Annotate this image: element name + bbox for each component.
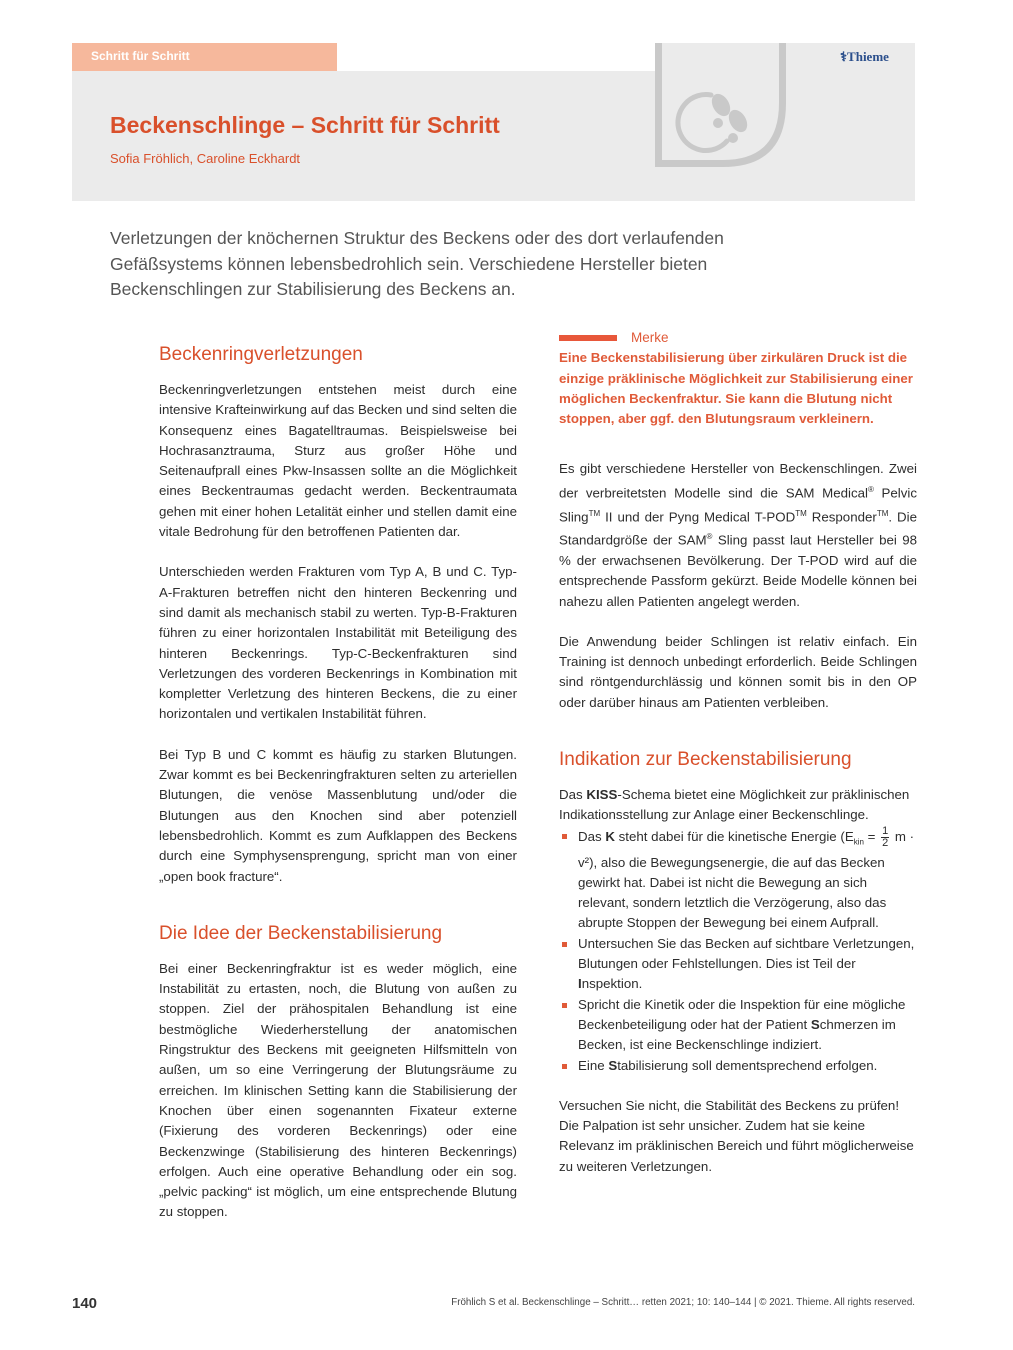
publisher-name: Thieme [847,49,889,64]
heading-idee: Die Idee der Beckenstabilisierung [159,922,443,944]
paragraph: Versuchen Sie nicht, die Stabilität des Beckens zu prüfen! Die Palpation ist sehr unsicher. Zudem hat sie keine Relevanz im präklinischen Bereich und führt möglicherweise zu weiteren Verletzungen. [559,1097,914,1174]
section-label: Schritt für Schritt [91,49,190,63]
left-column [159,342,517,1243]
right-column [559,328,917,1197]
heading-indikation: Indikation zur Beckenstabilisierung [559,749,852,771]
header-gap [337,43,655,71]
paragraph: Bei Typ B und C kommt es häufig zu starken Blutungen. Zwar kommt es bei Beckenringfrakturen selten zu arteriellen Blutungen, die venöse Massenblutung und/oder die Blutungen aus den Knochen sind aber potenziell lebensbedrohlich. Kommt es zum Aufklappen des Beckens durch eine Symphysensprengung, spricht man von einer „open book fracture“. [159,746,517,884]
thieme-crest-icon: ⚕ [840,49,848,64]
paragraph: Unterschieden werden Frakturen vom Typ A, B und C. Typ-A-Frakturen betreffen nicht den hinteren Beckenring und sind damit als mechanisch stabil zu werten. Typ-B-Frakturen führen zu einer horizontalen Instabilität mit Beteiligung des hinteren Beckenrings. Typ-C-Beckenfrakturen sind Verletzungen des vorderen Beckenrings in Kombination mit kompletter Verletzung des hinteren Beckens, die zu einer horizontalen und vertikalen Instabilität führen. [159,564,517,722]
thieme-logo [840,49,910,67]
paragraph: Bei einer Beckenringfraktur ist es weder möglich, eine Instabilität zu ertasten, noch, die Blutung von außen zu stoppen. Ziel der prähospitalen Behandlung ist eine bestmögliche Wiederherstellung der anatomischen Ringstruktur des Beckens mit geeigneten Hilfsmitteln von außen, um so eine Verringerung der Blutungsräume zu erreichen. Im klinischen Setting kann die Stabilisierung der Knochen über einen sogenannten Fixateur externe (Fixierung des vorderen Beckenrings) oder eine Beckenzwinge (Stabilisierung des hinteren Beckenrings) erfolgen. Auch eine operative Behandlung oder ein sog. „pelvic packing“ ist möglich, um eine entsprechende Blutung zu stoppen. [159,960,517,1220]
paragraph: Die Anwendung beider Schlingen ist relativ einfach. Ein Training ist dennoch unbedingt erforderlich. Beide Schlingen sind röntgendurchlässig und können somit bis in den OP oder darüber hinaus am Patienten verbleiben. [559,633,917,710]
footprints-icon [655,43,786,167]
fraction: $\frac{1}{2}$ [882,824,889,849]
article-authors: Sofia Fröhlich, Caroline Eckhardt [110,151,301,166]
abstract: Verletzungen der knöchernen Struktur des Beckens oder des dort verlaufenden Gefäßsystems können lebensbedrohlich sein. Verschiedene Hersteller bieten Beckenschlingen zur Stabilisierung des Beckens an. [110,228,724,299]
article-title: Beckenschlinge – Schritt für Schritt [110,112,500,138]
merke-bar [559,335,617,341]
paragraph: Es gibt verschiedene Hersteller von Beckenschlingen. Zwei der verbreitetsten Modelle sind die SAM Medical® Pelvic Sling™ II und der Pyng Medical T-POD™ Responder™. Die Standardgröße der SAM® Sling passt laut Hersteller bei 98 % der erwachsenen Bevölkerung. Der T-POD wird auf die entsprechende Passform gekürzt. Beide Modelle können bei nahezu allen Patienten angelegt werden. [559,461,918,609]
paragraph: Das KISS-Schema bietet eine Möglichkeit zur präklinischen Indikationsstellung zur Anlage einer Beckenschlinge. [559,787,910,823]
paragraph: Beckenringverletzungen entstehen meist durch eine intensive Krafteinwirkung auf das Becken und sind selten die Konsequenz eines Bagatelltraumas. Beispielsweise bei Hochrasanztrauma, Sturz aus großer Höhe und Seitenaufprall eines Pkw-Insassen sollte an die Möglichkeit eines Beckentraumas gedacht werden. Beckentraumata gehen mit einer hohen Letalität einher und stellen damit eine vitale Bedrohung für den betroffenen Patienten dar. [159,382,517,540]
page-number: 140 [72,1295,98,1312]
citation: Fröhlich S et al. Beckenschlinge – Schritt… retten 2021; 10: 140–144 | © 2021. Thieme. All rights reserved. [451,1297,915,1308]
section-tab [72,43,337,71]
list-item: Das K steht dabei für die kinetische Energie ($E_{kin}$ = $\frac{1}{2}$ m · v²), also die Bewegungsenergie, die auf das Becken gewirkt hat. Dabei ist nicht die Bewegung an sich relevant, sondern letztlich die Verzögerung, also das abrupte Stoppen der Bewegung bei einem Aufprall. [559,826,917,934]
merke-text: Eine Beckenstabilisierung über zirkulären Druck ist die einzige präklinische Möglichkeit zur Stabilisierung einer möglichen Beckenfraktur. Sie kann die Blutung nicht stoppen, aber ggf. den Blutungsraum verkleinern. [559,350,913,427]
list-item: Eine Stabilisierung soll dementsprechend erfolgen. [559,1056,917,1076]
kiss-list [559,826,917,1076]
list-item: Spricht die Kinetik oder die Inspektion für eine mögliche Beckenbeteiligung oder hat der Patient Schmerzen im Becken, ist eine Beckenschlinge indiziert. [559,995,917,1056]
list-item: Untersuchen Sie das Becken auf sichtbare Verletzungen, Blutungen oder Fehlstellungen. Dies ist Teil der Inspektion. [559,934,917,995]
merke-label: Merke [631,330,669,345]
merke-box [559,328,917,429]
heading-beckenringverletzungen: Beckenringverletzungen [159,344,363,365]
